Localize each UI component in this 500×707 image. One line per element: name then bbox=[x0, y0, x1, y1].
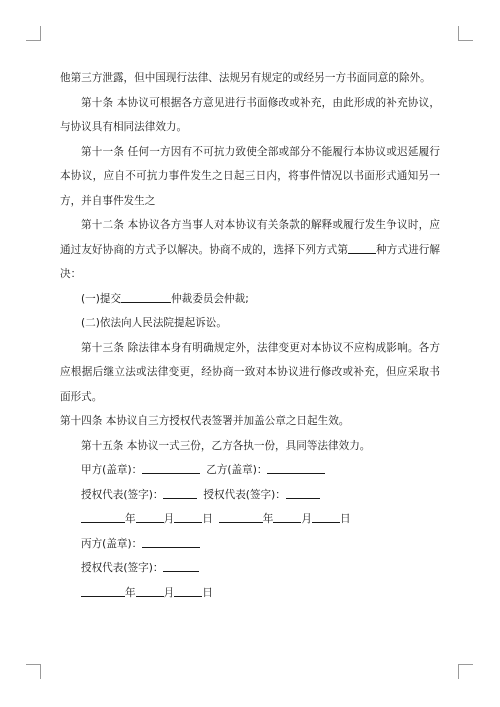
rep-b-sign-blank[interactable] bbox=[286, 488, 320, 499]
signature-party-c bbox=[60, 532, 440, 557]
crop-mark-top-left bbox=[26, 26, 41, 41]
party-b-label: 乙方(盖章)： bbox=[206, 464, 268, 476]
party-c-seal-blank[interactable] bbox=[142, 537, 200, 548]
date-b-year: 年 bbox=[262, 513, 274, 525]
date-b-day-blank[interactable] bbox=[312, 512, 340, 523]
article-12-text-end: 种方式进行解决： bbox=[60, 243, 440, 280]
date-c-month-blank[interactable] bbox=[136, 586, 164, 597]
method-blank[interactable] bbox=[348, 243, 376, 254]
signature-date-c bbox=[60, 581, 440, 606]
date-c-year-blank[interactable] bbox=[81, 586, 125, 597]
paragraph-article-10: 第十条 本协议可根据各方意见进行书面修改或补充，由此形成的补充协议，与协议具有相同法律效力。 bbox=[60, 96, 440, 133]
date-a-day-blank[interactable] bbox=[174, 512, 202, 523]
date-c-year: 年 bbox=[125, 586, 136, 599]
rep-c-sign-blank[interactable] bbox=[163, 561, 199, 572]
party-a-label: 甲方(盖章)： bbox=[81, 464, 143, 476]
signature-reps-a-b bbox=[60, 483, 440, 508]
crop-mark-bottom-left bbox=[26, 664, 41, 679]
article-12-text: 第十二条 本协议各方当事人对本协议有关条款的解释或履行发生争议时，应通过友好协商的方式予以解决。协商不成的，选择下列方式第 bbox=[60, 219, 440, 256]
date-b-day: 日 bbox=[339, 513, 351, 525]
paragraph-article-11: 第十一条 任何一方因有不可抗力致使全部或部分不能履行本协议或迟延履行本协议，应自不可抗力事件发生之日起三日内，将事件情况以书面形式通知另一方，并自事件发生之 bbox=[60, 145, 440, 207]
paragraph-article-14: 第十四条 本协议自三方授权代表签署并加盖公章之日起生效。 bbox=[60, 415, 350, 427]
party-b-seal-blank[interactable] bbox=[267, 463, 325, 474]
paragraph-confidentiality-end: 他第三方泄露，但中国现行法律、法规另有规定的或经另一方书面同意的除外。 bbox=[60, 72, 431, 84]
arbitration-commission-blank[interactable] bbox=[121, 292, 171, 303]
option-arbitration-label: (一)提交 bbox=[81, 292, 122, 305]
date-c-day-blank[interactable] bbox=[174, 586, 202, 597]
paragraph-article-13: 第十三条 除法律本身有明确规定外，法律变更对本协议不应构成影响。各方应根据后继立法或法律变更，经协商一致对本协议进行修改或补充，但应采取书面形式。 bbox=[60, 341, 440, 403]
paragraph-article-15: 第十五条 本协议一式三份，乙方各执一份，具同等法律效力。 bbox=[81, 439, 371, 452]
date-a-month-blank[interactable] bbox=[136, 512, 164, 523]
signature-rep-c bbox=[60, 556, 440, 581]
rep-a-label: 授权代表(签字)： bbox=[81, 488, 164, 501]
paragraph-article-12 bbox=[60, 213, 440, 287]
signature-party-a-b bbox=[60, 458, 440, 483]
rep-a-sign-blank[interactable] bbox=[163, 488, 197, 499]
date-c-day: 日 bbox=[202, 586, 213, 599]
rep-b-label: 授权代表(签字)： bbox=[203, 488, 286, 501]
date-a-day: 日 bbox=[202, 513, 213, 525]
option-arbitration bbox=[60, 287, 440, 312]
option-litigation: (二)依法向人民法院提起诉讼。 bbox=[81, 317, 227, 329]
party-a-seal-blank[interactable] bbox=[142, 463, 200, 474]
date-b-month: 月 bbox=[301, 513, 312, 525]
date-c-month: 月 bbox=[163, 586, 175, 599]
date-b-year-blank[interactable] bbox=[219, 512, 263, 523]
date-a-year: 年 bbox=[125, 513, 136, 525]
document-body bbox=[60, 66, 440, 605]
date-b-month-blank[interactable] bbox=[273, 512, 301, 523]
date-a-year-blank[interactable] bbox=[81, 512, 125, 523]
option-arbitration-text: 仲裁委员会仲裁; bbox=[171, 292, 249, 305]
signature-dates-a-b bbox=[60, 507, 440, 532]
crop-mark-top-right bbox=[458, 26, 473, 41]
rep-c-label: 授权代表(签字)： bbox=[81, 562, 164, 574]
date-a-month: 月 bbox=[163, 513, 175, 525]
party-c-label: 丙方(盖章)： bbox=[81, 537, 143, 550]
crop-mark-bottom-right bbox=[458, 664, 473, 679]
